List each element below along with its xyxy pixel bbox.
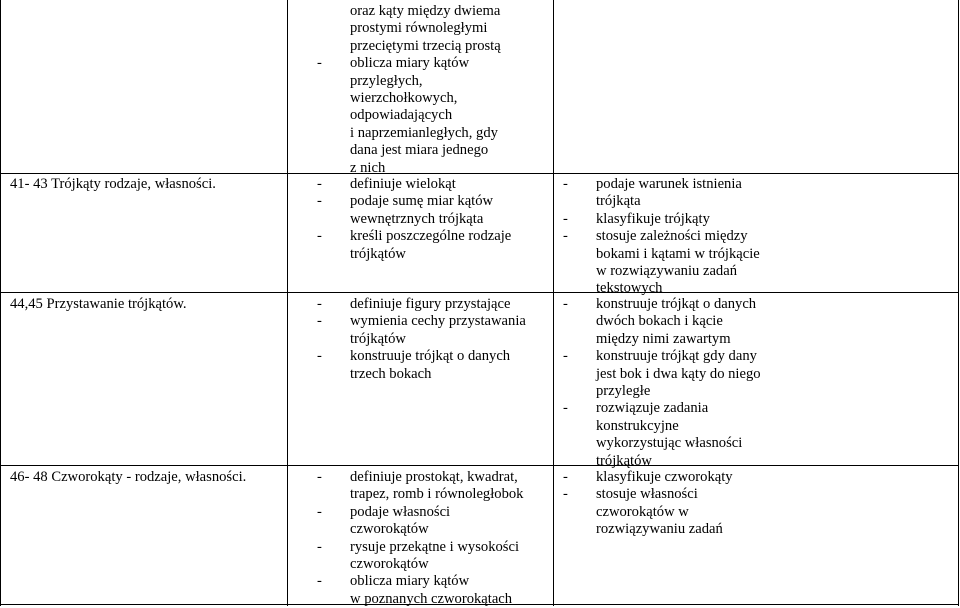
row-divider-3 (0, 465, 959, 466)
requirement-line: podaje sumę miar kątów (350, 193, 494, 210)
row-divider-2 (0, 292, 959, 293)
requirement-line: wymienia cechy przystawania (350, 313, 526, 330)
requirement-line: podaje własności (350, 503, 451, 520)
topic-triangles: 41- 43 Trójkąty rodzaje, własności. (10, 176, 216, 192)
requirement-item (317, 193, 511, 228)
list-dash: - (317, 573, 322, 590)
requirement-line: dwóch bokach i kącie (596, 313, 723, 330)
requirement-item (563, 228, 760, 298)
requirement-line: odpowiadających (350, 107, 453, 124)
requirement-line: podaje warunek istnienia (596, 176, 742, 192)
list-dash: - (317, 193, 322, 210)
requirement-line: prostymi równoległymi (350, 20, 488, 37)
requirement-line: oblicza miary kątów (350, 573, 470, 590)
requirement-line: trójkątów (596, 452, 652, 469)
requirement-line: oblicza miary kątów (350, 55, 470, 72)
requirement-item (317, 55, 501, 177)
requirement-line: trójkątów (350, 245, 406, 262)
list-dash: - (317, 228, 322, 245)
requirement-line: trójkątów (350, 330, 406, 347)
list-dash: - (563, 400, 568, 417)
requirement-line: definiuje prostokąt, kwadrat, (350, 469, 518, 485)
list-dash: - (317, 176, 322, 192)
requirement-line: wykorzystując własności (596, 435, 743, 452)
requirement-line: klasyfikuje czworokąty (596, 469, 733, 485)
requirement-line: klasyfikuje trójkąty (596, 210, 710, 227)
requirement-line: rozwiązuje zadania (596, 400, 709, 417)
requirement-line: stosuje zależności między (596, 228, 748, 245)
topic-quadrilaterals: 46- 48 Czworokąty - rodzaje, własności. (10, 469, 247, 485)
topic-congruence: 44,45 Przystawanie trójkątów. (10, 296, 187, 312)
requirement-line: wewnętrznych trójkąta (350, 210, 484, 227)
requirement-item (317, 3, 501, 55)
requirement-item (563, 400, 761, 470)
requirement-line: przeciętymi trzecią prostą (350, 37, 501, 54)
requirement-item (563, 211, 760, 228)
requirement-line: w poznanych czworokątach (350, 590, 513, 607)
requirement-line: między nimi zawartym (596, 330, 731, 347)
requirement-line: definiuje figury przystające (350, 296, 511, 312)
requirement-line: rysuje przekątne i wysokości (350, 538, 519, 555)
list-dash: - (563, 210, 568, 227)
list-dash: - (317, 469, 322, 485)
requirement-item (317, 296, 526, 313)
list-dash: - (317, 503, 322, 520)
requirement-line: jest bok i dwa kąty do niego (596, 365, 761, 382)
requirement-item (563, 348, 761, 400)
requirement-line: przyległych, (350, 72, 423, 89)
requirement-line: bokami i kątami w trójkącie (596, 245, 760, 262)
requirement-item (563, 486, 733, 538)
requirement-line: trapez, romb i równoległobok (350, 486, 524, 503)
requirement-line: definiuje wielokąt (350, 176, 456, 192)
requirement-line: trójkąta (596, 193, 641, 210)
requirement-item (563, 296, 761, 348)
requirement-line: konstruuje trójkąt o danych (596, 296, 757, 312)
list-dash: - (317, 348, 322, 365)
list-dash: - (317, 55, 322, 72)
requirement-line: czworokątów (350, 556, 429, 573)
requirement-line: czworokątów w (596, 503, 689, 520)
requirement-item (317, 504, 523, 539)
requirement-line: konstrukcyjne (596, 417, 679, 434)
requirement-line: czworokątów (350, 521, 429, 538)
requirement-line: konstruuje trójkąt gdy dany (596, 348, 757, 365)
requirement-line: kreśli poszczególne rodzaje (350, 228, 512, 245)
list-dash: - (563, 176, 568, 192)
requirement-line: oraz kąty między dwiema (350, 3, 501, 19)
requirement-item (317, 313, 526, 348)
requirement-line: dana jest miara jednego (350, 142, 489, 159)
column-divider-1 (287, 0, 288, 606)
requirement-line: wierzchołkowych, (350, 90, 458, 107)
table-border-left (0, 0, 1, 606)
requirement-line: w rozwiązywaniu zadań (596, 263, 738, 280)
requirement-line: i naprzemianległych, gdy (350, 124, 498, 141)
column-divider-2 (553, 0, 554, 606)
row-2-basic-requirements (317, 296, 526, 383)
table-border-right (958, 0, 959, 606)
list-dash: - (317, 296, 322, 312)
requirement-item (317, 176, 511, 193)
requirement-item (563, 176, 760, 211)
list-dash: - (317, 313, 322, 330)
list-dash: - (563, 486, 568, 503)
requirement-line: konstruuje trójkąt o danych (350, 348, 511, 365)
row-3-extended-requirements (563, 469, 733, 539)
list-dash: - (563, 469, 568, 485)
list-dash: - (563, 296, 568, 312)
row-1-basic-requirements (317, 176, 511, 263)
requirement-item (563, 469, 733, 486)
requirement-item (317, 573, 523, 608)
requirement-line: tekstowych (596, 280, 663, 297)
requirement-item (317, 348, 526, 383)
requirement-line: z nich (350, 159, 386, 176)
row-2-extended-requirements (563, 296, 761, 470)
requirement-line: przyległe (596, 383, 651, 400)
row-3-basic-requirements (317, 469, 523, 608)
requirement-line: trzech bokach (350, 365, 432, 382)
row-0-basic-requirements (317, 3, 501, 177)
list-dash: - (563, 228, 568, 245)
requirement-item (317, 539, 523, 574)
list-dash: - (563, 348, 568, 365)
requirement-line: rozwiązywaniu zadań (596, 521, 723, 538)
requirement-item (317, 228, 511, 263)
requirement-item (317, 469, 523, 504)
row-1-extended-requirements (563, 176, 760, 298)
list-dash: - (317, 538, 322, 555)
requirement-line: stosuje własności (596, 486, 698, 503)
